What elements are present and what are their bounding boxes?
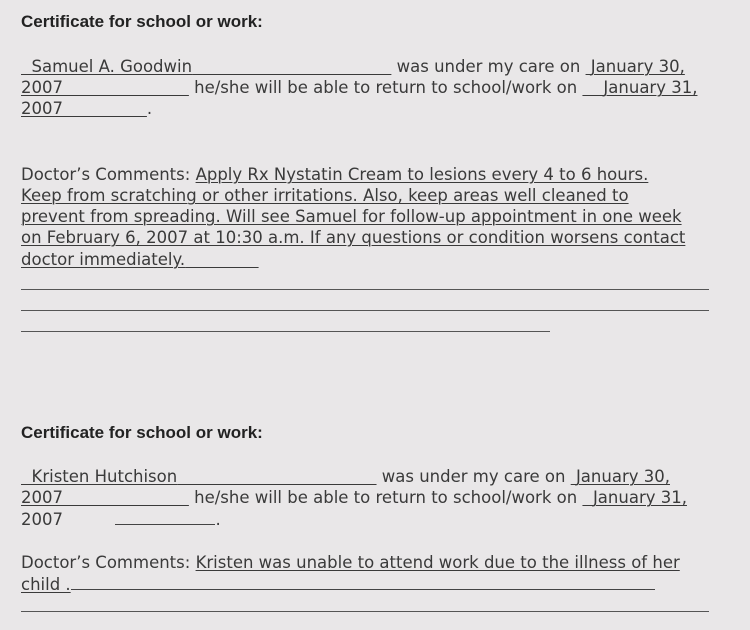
certificate-1-blank-rule-2	[21, 310, 709, 311]
certificate-1-line-1	[21, 56, 721, 77]
certificate-2-return-date-part1: January 31,	[592, 488, 687, 507]
certificate-1-return-date-part1: January 31,	[603, 78, 698, 97]
certificate-2-comments-label: Doctor’s Comments:	[21, 553, 191, 572]
certificate-2-blank-rule-1	[21, 611, 709, 612]
certificate-1-heading: Certificate for school or work:	[21, 12, 263, 31]
certificate-1-comments-line-3: prevent from spreading. Will see Samuel for follow-up appointment in one week	[21, 207, 682, 226]
certificate-1-return-date-part2: 2007	[21, 99, 63, 118]
certificate-1-comment-text-1: Apply Rx Nystatin Cream to lesions every 4 to 6 hours.	[195, 165, 649, 184]
certificate-1-patient-name: Samuel A. Goodwin	[31, 57, 193, 76]
certificate-1-comments-line-5	[21, 249, 721, 270]
certificate-1-comments-label: Doctor’s Comments:	[21, 165, 191, 184]
certificate-1-line-3: 2007 .	[21, 99, 153, 118]
certificate-1-return-text: he/she will be able to return to school/work on	[194, 78, 578, 97]
certificate-1-blank-rule-1	[21, 289, 709, 290]
certificate-2-return-blank	[115, 510, 215, 525]
certificate-1-line-2	[21, 77, 721, 98]
certificate-2-care-date-part2: 2007	[21, 488, 63, 507]
certificate-2-comments-line-1	[21, 552, 721, 573]
certificate-1-comments-line-1	[21, 164, 721, 185]
certificate-1-care-date-part1: January 30,	[590, 57, 685, 76]
certificate-2-return-text: he/she will be able to return to school/work on	[194, 488, 578, 507]
certificate-1-comments-line-4: on February 6, 2007 at 10:30 a.m. If any questions or condition worsens contact	[21, 228, 686, 247]
certificate-2-line-1	[21, 466, 721, 487]
certificate-2-comments-line-2	[21, 574, 721, 595]
certificate-2-heading: Certificate for school or work:	[21, 423, 263, 442]
certificate-2-comment-text-2: child .	[21, 575, 71, 594]
certificate-1-comments-line-2: Keep from scratching or other irritations. Also, keep areas well cleaned to	[21, 186, 629, 205]
certificate-2-patient-name: Kristen Hutchison	[31, 467, 178, 486]
certificate-2-line-2	[21, 487, 721, 508]
certificate-2-comment-text-1: Kristen was unable to attend work due to the illness of her	[195, 553, 680, 572]
certificate-2-care-date-part1: January 30,	[575, 467, 670, 486]
certificate-2-return-date-part2: 2007	[21, 510, 63, 529]
certificate-1-care-text: was under my care on	[396, 57, 581, 76]
certificate-2-line-3: 2007 .	[21, 510, 221, 529]
certificate-1-comment-text-5: doctor immediately.	[21, 250, 186, 269]
certificate-2-care-text: was under my care on	[381, 467, 566, 486]
certificate-1-care-date-part2: 2007	[21, 78, 63, 97]
certificate-1-blank-rule-3	[21, 331, 550, 332]
certificate-2-comment-blank	[71, 575, 655, 590]
